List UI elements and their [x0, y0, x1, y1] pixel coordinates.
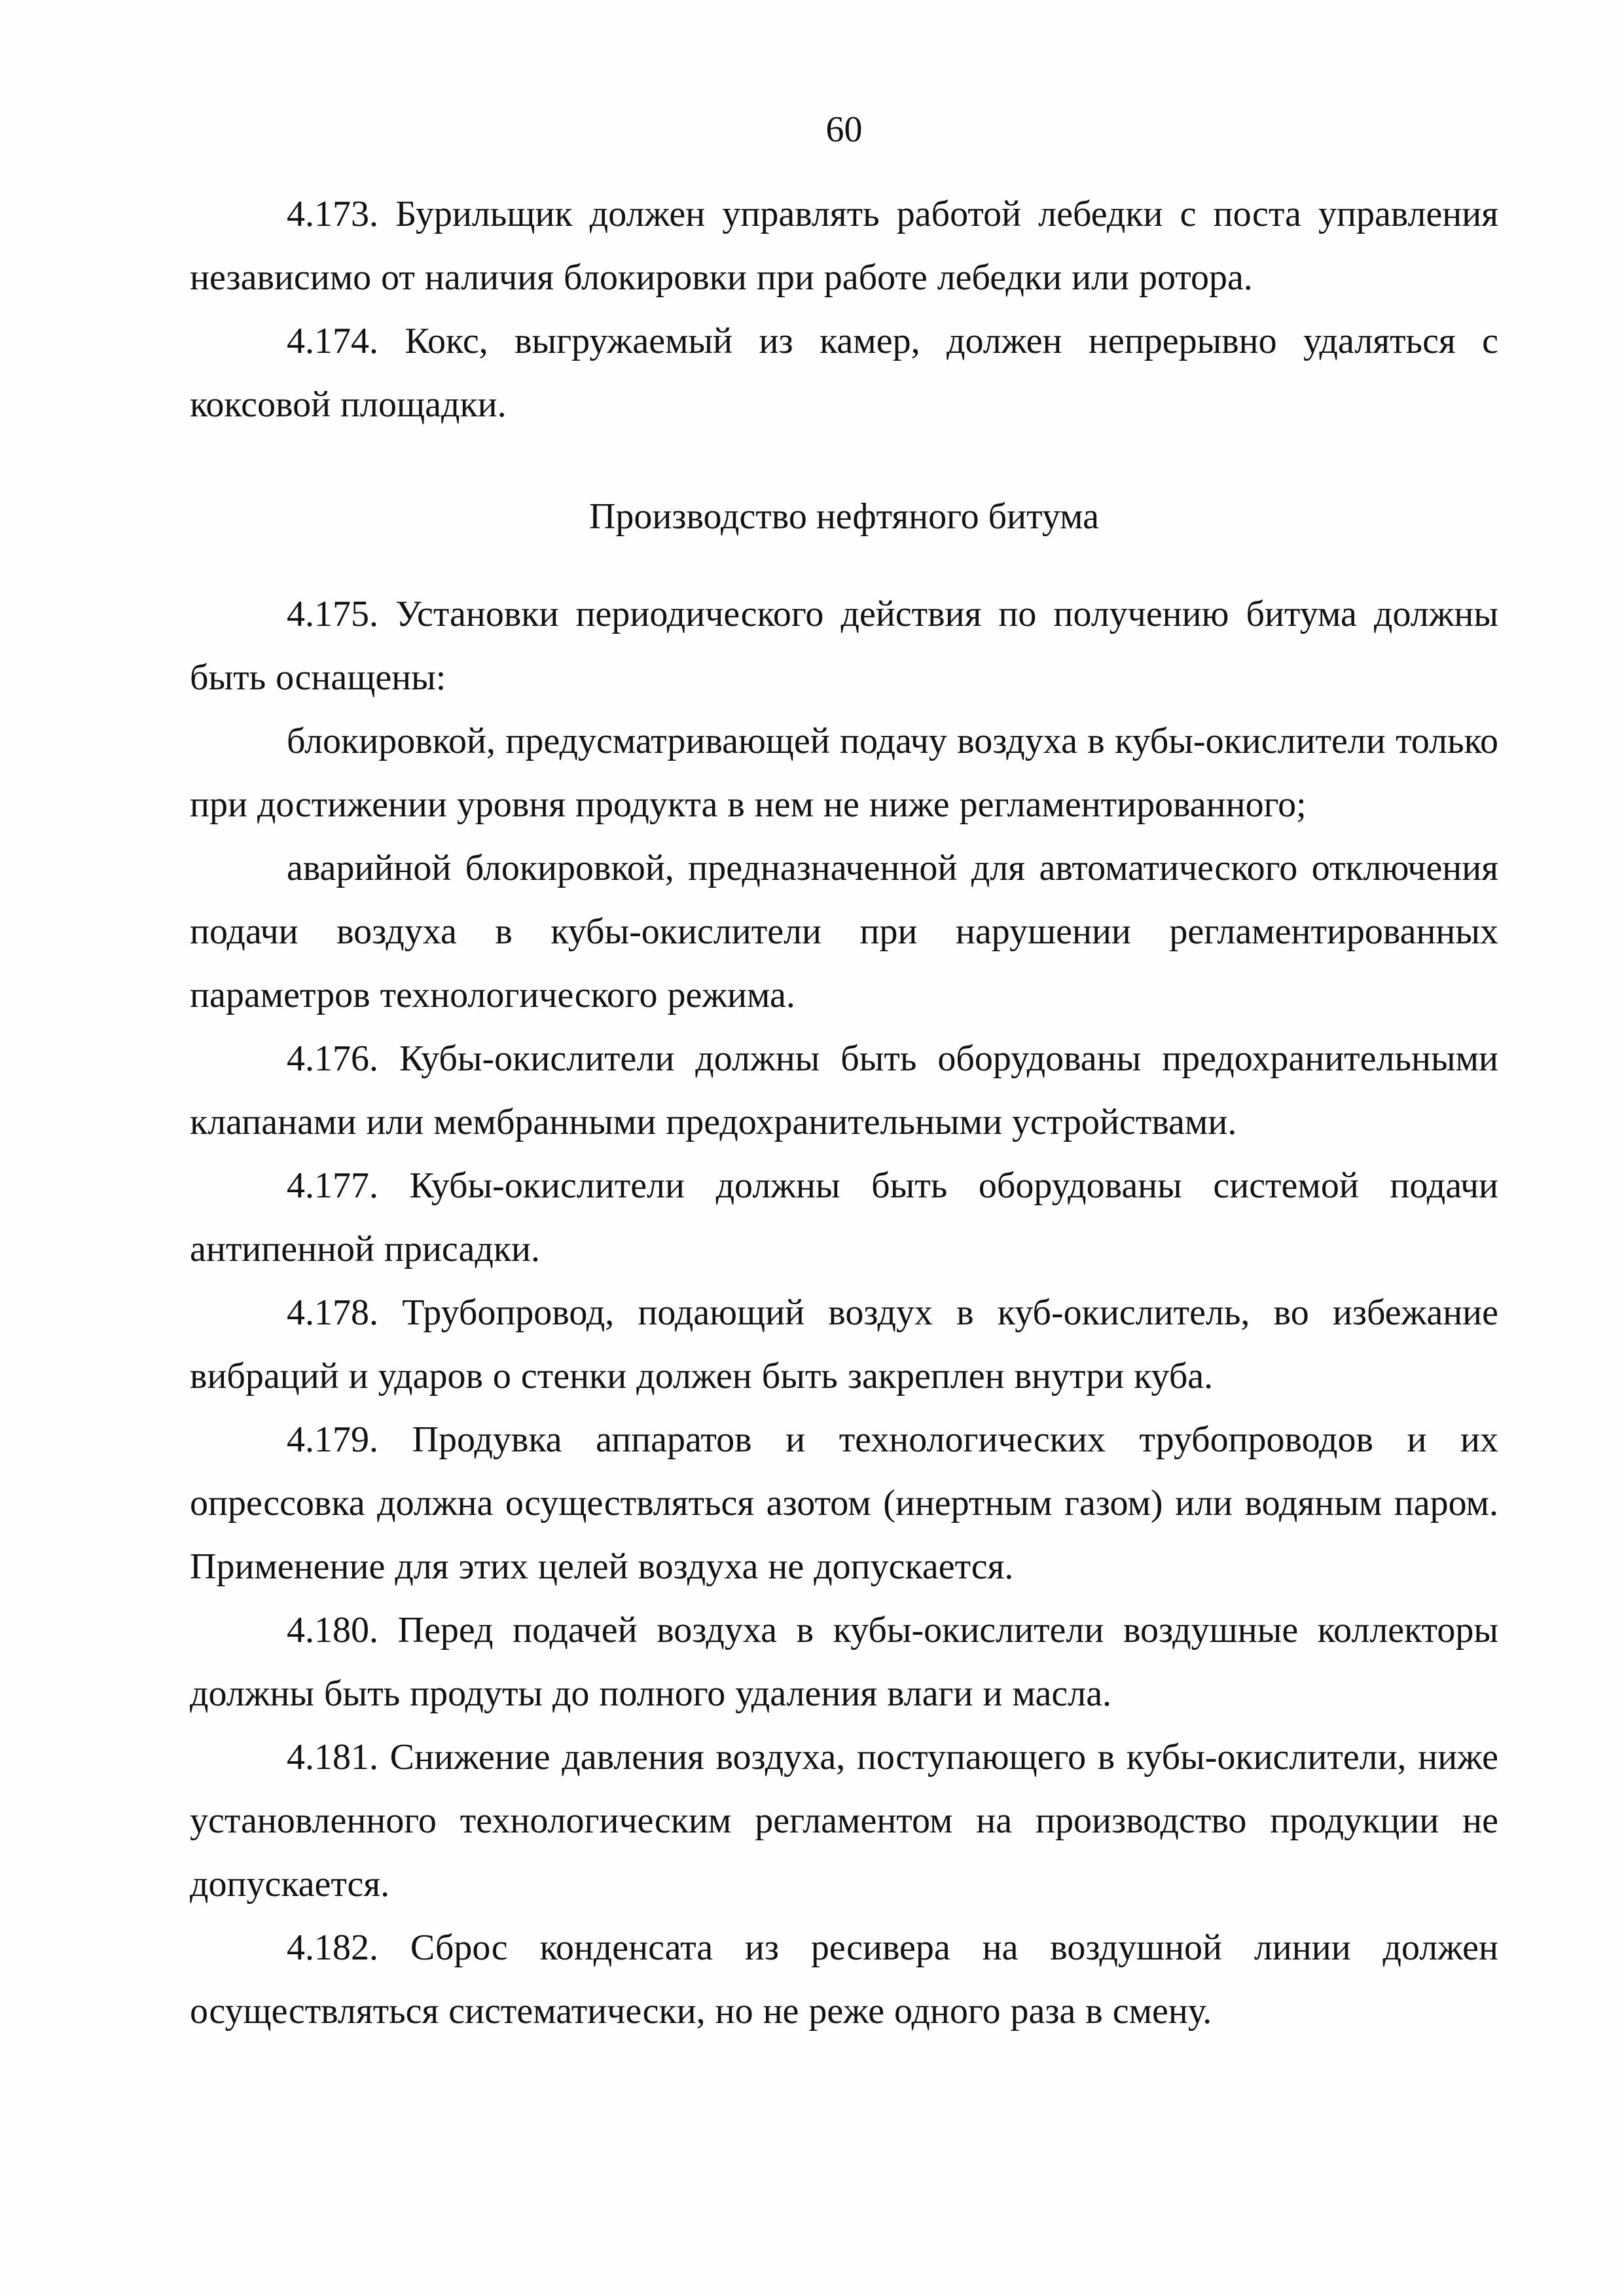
paragraph-4-175-item-1: блокировкой, предусматривающей подачу воздуха в кубы-окислители только при достижении уровня продукта в нем не ниже регламентированного;	[190, 721, 1498, 825]
paragraph-4-181: 4.181. Снижение давления воздуха, поступающего в кубы-окислители, ниже установленного технологическим регламентом на производство продукции не допускается.	[190, 1737, 1498, 1904]
paragraph-4-180: 4.180. Перед подачей воздуха в кубы-окислители воздушные коллекторы должны быть продуты до полного удаления влаги и масла.	[190, 1610, 1498, 1714]
paragraph-4-175: 4.175. Установки периодического действия по получению битума должны быть оснащены:	[190, 594, 1498, 698]
paragraph-4-179: 4.179. Продувка аппаратов и технологических трубопроводов и их опрессовка должна осуществляться азотом (инертным газом) или водяным паром. Применение для этих целей воздуха не допускается.	[190, 1419, 1498, 1587]
paragraph-4-175-item-2: аварийной блокировкой, предназначенной для автоматического отключения подачи воздуха в кубы-окислители при нарушении регламентированных параметров технологического режима.	[190, 848, 1498, 1015]
paragraph-4-176: 4.176. Кубы-окислители должны быть оборудованы предохранительными клапанами или мембранными предохранительными устройствами.	[190, 1038, 1498, 1142]
section-heading: Производство нефтяного битума	[588, 496, 1100, 537]
paragraph-4-182: 4.182. Сброс конденсата из ресивера на воздушной линии должен осуществляться систематически, но не реже одного раза в смену.	[190, 1927, 1498, 2032]
paragraph-4-178: 4.178. Трубопровод, подающий воздух в куб-окислитель, во избежание вибраций и ударов о стенки должен быть закреплен внутри куба.	[190, 1292, 1498, 1396]
page-number: 60	[825, 109, 863, 150]
paragraph-4-177: 4.177. Кубы-окислители должны быть оборудованы системой подачи антипенной присадки.	[190, 1165, 1498, 1269]
paragraph-4-173: 4.173. Бурильщик должен управлять работой лебедки с поста управления независимо от наличия блокировки при работе лебедки или ротора.	[190, 194, 1498, 298]
paragraph-4-174: 4.174. Кокс, выгружаемый из камер, должен непрерывно удаляться с коксовой площадки.	[190, 321, 1498, 425]
